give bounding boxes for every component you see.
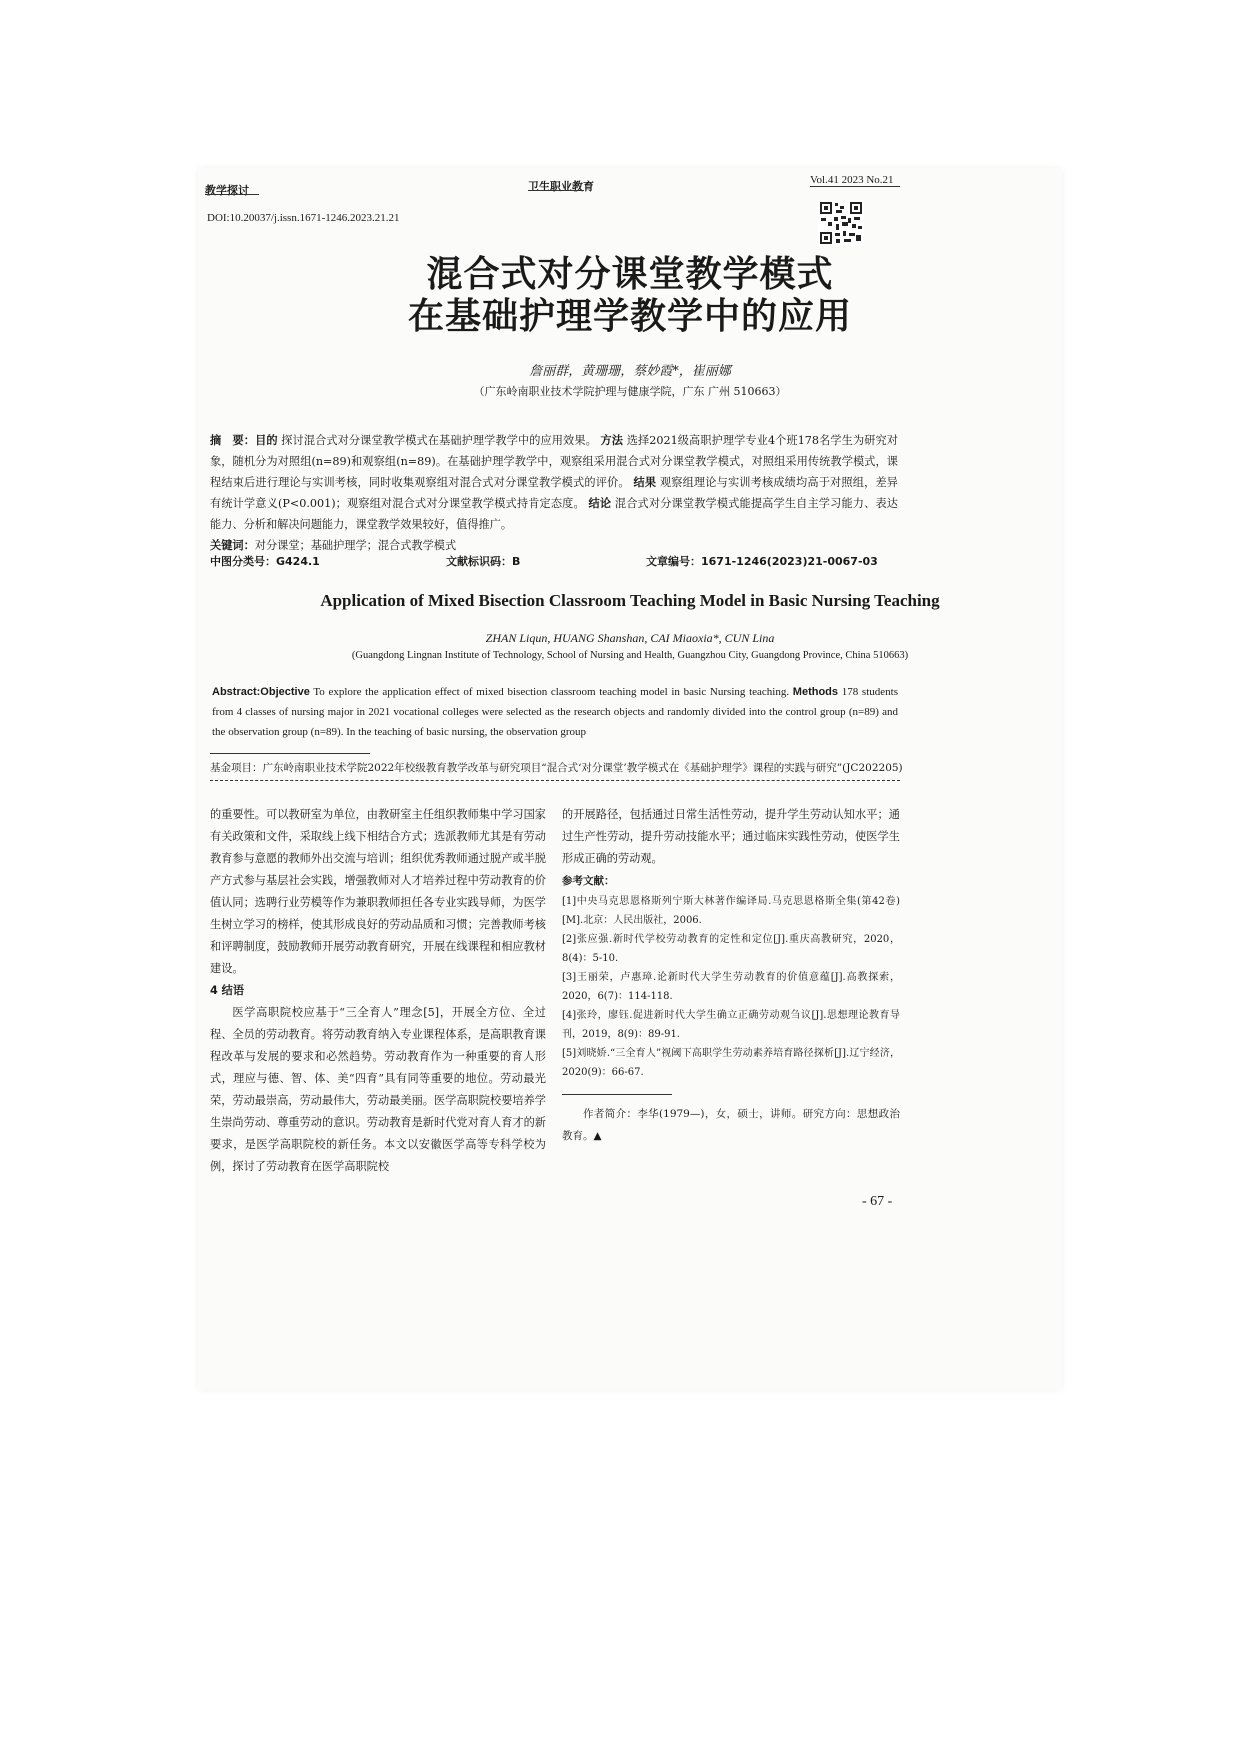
left-para-2: 医学高职院校应基于“三全育人”理念[5]，开展全方位、全过程、全员的劳动教育。将劳动教育纳入专业课程体系，是高职教育课程改革与发展的要求和必然趋势。劳动教育作为一种重要的育人形式，理应与德、智、体、美“四育”具有同等重要的地位。劳动最光荣，劳动最崇高，劳动最伟大，劳动最美丽。医学高职院校要培养学生崇尚劳动、尊重劳动的意识。劳动教育是新时代党对育人育才的新要求，是医学高职院校的新任务。本文以安徽医学高等专科学校为例，探讨了劳动教育在医学高职院校 [210, 1006, 546, 1173]
authors-en: ZHAN Liqun, HUANG Shanshan, CAI Miaoxia*, CUN Lina [485, 631, 775, 645]
title-en: Application of Mixed Bisection Classroom Teaching Model in Basic Nursing Teaching [320, 591, 940, 610]
abstract-cn [210, 430, 898, 556]
clc-number: 中图分类号：G424.1 [210, 555, 320, 568]
reference-item: [1]中央马克思恩格斯列宁斯大林著作编译局.马克思恩格斯全集(第42卷)[M].北京：人民出版社，2006. [562, 896, 900, 926]
left-para-1: 的重要性。可以教研室为单位，由教研室主任组织教师集中学习国家有关政策和文件，采取线上线下相结合方式；选派教师尤其是有劳动教育参与意愿的教师外出交流与培训；组织优秀教师通过脱产或半脱产方式参与基层社会实践，增强教师对人才培养过程中劳动教育的价值认同；选聘行业劳模等作为兼职教师担任各专业实践导师，为医学生树立学习的榜样，使其形成良好的劳动品质和习惯；完善教师考核和评聘制度，鼓励教师开展劳动教育研究，开展在线课程和相应教材建设。 [210, 808, 546, 975]
document-code: 文献标识码：B [446, 555, 521, 568]
references-heading: 参考文献： [562, 875, 615, 887]
header-volume: Vol.41 2023 No.21 [810, 174, 894, 186]
abstract-en-methods-label: Methods [792, 686, 839, 698]
right-column [562, 804, 900, 1147]
abstract-cn-methods-label: 方法 [600, 434, 624, 447]
abstract-en [212, 682, 898, 742]
abstract-cn-methods: 选择2021级高职护理学专业4个班178名学生为研究对象，随机分为对照组(n=89)和观察组(n=89)。在基础护理学教学中，观察组采用混合式对分课堂教学模式，对照组采用传统教学模式，课程结束后进行理论与实训考核，同时收集观察组对混合式对分课堂教学模式的评价。 [210, 434, 898, 489]
right-para-1: 的开展路径，包括通过日常生活性劳动，提升学生劳动认知水平；通过生产性劳动，提升劳动技能水平；通过临床实践性劳动，使医学生形成正确的劳动观。 [562, 808, 900, 865]
keywords-text: 对分课堂；基础护理学；混合式教学模式 [254, 539, 457, 552]
journal-page [198, 168, 1062, 1390]
header-rule-right [810, 186, 900, 187]
authors-cn: 詹丽群，黄珊珊，蔡妙霞*，崔丽娜 [529, 364, 731, 379]
abstract-cn-objective: 探讨混合式对分课堂教学模式在基础护理学教学中的应用效果。 [281, 434, 597, 447]
page-number: - 67 - [862, 1194, 893, 1209]
abstract-en-label: Abstract: [212, 686, 261, 698]
abstract-en-methods: 178 students from 4 classes of nursing major in 2021 vocational colleges were selected as the research objects and randomly divided into the control group (n=89) and the observation group (n=89). In the teaching of basic nursing, the observation group [212, 686, 898, 738]
fund-note: 基金项目：广东岭南职业技术学院2022年校级教育教学改革与研究项目“混合式‘对分课堂’教学模式在《基础护理学》课程的实践与研究”(JC202205) [210, 762, 903, 774]
abstract-cn-conclusion: 混合式对分课堂教学模式能提高学生自主学习能力、表达能力、分析和解决问题能力，课堂教学效果较好，值得推广。 [210, 497, 898, 531]
qr-code-icon [818, 200, 864, 246]
reference-item: [4]张玲，廖钰.促进新时代大学生确立正确劳动观刍议[J].思想理论教育导刊，2019，8(9)：89-91. [562, 1010, 900, 1040]
reference-item: [5]刘晓娇.“三全育人”视阈下高职学生劳动素养培育路径探析[J].辽宁经济，2020(9)：66-67. [562, 1048, 900, 1078]
footnote-rule [210, 753, 370, 754]
abstract-cn-conclusion-label: 结论 [588, 497, 612, 510]
title-cn-line2: 在基础护理学教学中的应用 [407, 296, 852, 337]
title-cn-line1: 混合式对分课堂教学模式 [426, 254, 834, 295]
affiliation-en: (Guangdong Lingnan Institute of Technology, School of Nursing and Health, Guangzhou City, Guangdong Province, China 510663) [351, 650, 909, 661]
abstract-cn-objective-label: 目的 [255, 434, 278, 447]
author-intro-rule [562, 1094, 672, 1095]
header-journal: 卫生职业教育 [528, 180, 594, 193]
references-list [562, 892, 900, 1082]
header-rule-left [205, 194, 259, 195]
affiliation-cn: （广东岭南职业技术学院护理与健康学院，广东 广州 510663） [473, 385, 787, 398]
doi: DOI:10.20037/j.issn.1671-1246.2023.21.21 [207, 212, 400, 224]
header-rule-mid [528, 190, 584, 191]
abstract-cn-label: 摘 要： [210, 434, 256, 447]
keywords-label: 关键词： [210, 539, 255, 552]
author-intro: 作者简介：李华(1979—)，女，硕士，讲师。研究方向：思想政治教育。▲ [562, 1108, 900, 1142]
abstract-cn-results: 观察组理论与实训考核成绩均高于对照组，差异有统计学意义(P<0.001)；观察组对混合式对分课堂教学模式持肯定态度。 [210, 476, 898, 510]
fund-divider [210, 780, 900, 781]
reference-item: [3]王丽荣，卢惠璋.论新时代大学生劳动教育的价值意蕴[J].高教探索，2020，6(7)：114-118. [562, 972, 900, 1002]
left-column [210, 804, 546, 1178]
header-section: 教学探讨 [205, 184, 249, 197]
abstract-en-objective: To explore the application effect of mixed bisection classroom teaching model in basic Nursing teaching. [313, 686, 790, 698]
abstract-en-objective-label: Objective [260, 686, 310, 698]
article-number: 文章编号：1671-1246(2023)21-0067-03 [646, 555, 878, 568]
reference-item: [2]张应强.新时代学校劳动教育的定性和定位[J].重庆高教研究，2020，8(4)：5-10. [562, 934, 900, 964]
abstract-cn-results-label: 结果 [633, 476, 657, 489]
section-heading-conclusion: 4 结语 [210, 984, 245, 997]
